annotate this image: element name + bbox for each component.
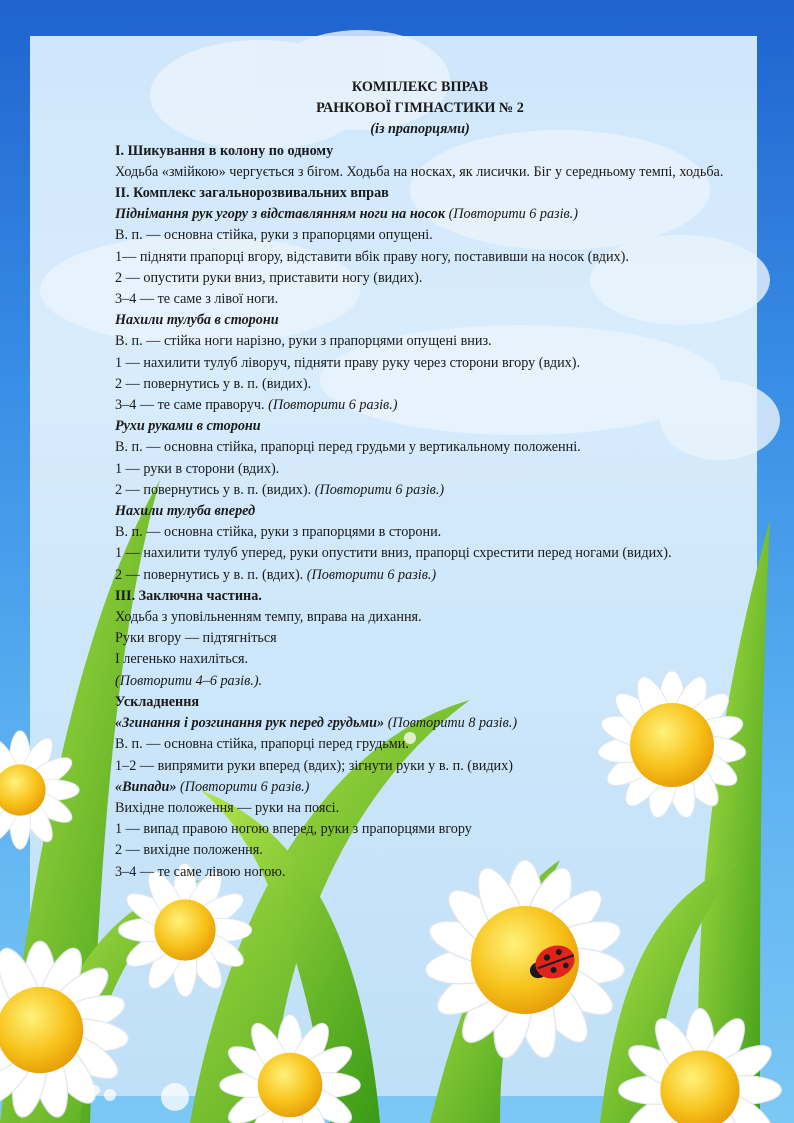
exercise-2-line: 2 — повернутись у в. п. (видих). xyxy=(115,375,312,392)
complication-ex-1-line: 1–2 — випрямити руки вперед (вдих); зігнути руки у в. п. (видих) xyxy=(115,757,513,774)
section-3-line: Ходьба з уповільненням темпу, вправа на дихання. xyxy=(115,609,422,626)
title-line-2: РАНКОВОЇ ГІМНАСТИКИ № 2 xyxy=(316,100,524,117)
subtitle: (із прапорцями) xyxy=(370,121,470,138)
document-body xyxy=(115,77,725,883)
complication-heading: Ускладнення xyxy=(115,693,200,710)
exercise-1-title: Піднімання рук угору з відставлянням ноги на носок xyxy=(115,206,446,223)
complication-ex-2-line: 1 — випад правою ногою вперед, руки з прапорцями вгору xyxy=(115,821,472,838)
exercise-1-repeat: (Повторити 6 разів.) xyxy=(445,206,578,223)
exercise-4-line: В. п. — основна стійка, руки з прапорцями в сторони. xyxy=(115,524,442,541)
exercise-4-last-text: 2 — повернутись у в. п. (вдих). xyxy=(115,566,307,583)
section-3-line: Руки вгору — підтягніться xyxy=(115,630,277,647)
complication-ex-2-title: «Випади» xyxy=(115,778,177,795)
daisy-center xyxy=(424,860,626,1061)
section-1-heading: І. Шикування в колону по одному xyxy=(115,142,334,159)
exercise-1-line: 2 — опустити руки вниз, приставити ногу (видих). xyxy=(115,269,423,286)
section-3-heading: ІІІ. Заключна частина. xyxy=(115,587,262,604)
exercise-2-line: В. п. — стійка ноги нарізно, руки з прапорцями опущені вниз. xyxy=(115,333,492,350)
exercise-4-last-line xyxy=(115,565,725,586)
section-2-heading: ІІ. Комплекс загальнорозвивальних вправ xyxy=(115,185,389,202)
exercise-1-title-line xyxy=(115,204,725,225)
exercise-1-line: В. п. — основна стійка, руки з прапорцями опущені. xyxy=(115,227,433,244)
exercise-2-repeat: (Повторити 6 разів.) xyxy=(268,397,398,414)
exercise-3-title: Рухи руками в сторони xyxy=(115,418,261,435)
complication-ex-2-title-line xyxy=(115,777,725,798)
complication-ex-2-line: Вихідне положення — руки на поясі. xyxy=(115,799,340,816)
complication-ex-1-repeat: (Повторити 8 разів.) xyxy=(384,715,518,732)
exercise-2-last-text: 3–4 — те саме праворуч. xyxy=(115,397,269,414)
complication-ex-1-title-line xyxy=(115,713,725,734)
exercise-4-repeat: (Повторити 6 разів.) xyxy=(306,566,437,583)
exercise-2-title: Нахили тулуба в сторони xyxy=(115,312,279,329)
complication-ex-2-line: 3–4 — те саме лівою ногою. xyxy=(115,863,286,880)
exercise-2-line: 1 — нахилити тулуб ліворуч, підняти праву руку через сторони вгору (вдих). xyxy=(115,354,581,371)
exercise-1-line: 3–4 — те саме з лівої ноги. xyxy=(115,291,279,308)
complication-ex-1-title: «Згинання і розгинання рук перед грудьми» xyxy=(115,715,385,732)
section-3-repeat: (Повторити 4–6 разів.). xyxy=(115,672,263,689)
exercise-4-line: 1 — нахилити тулуб уперед, руки опустити вниз, прапорці схрестити перед ногами (видих). xyxy=(115,545,672,562)
section-3-line: І легенько нахиліться. xyxy=(115,651,249,668)
exercise-3-last-line xyxy=(115,480,725,501)
exercise-1-line: 1— підняти прапорці вгору, відставити вбік праву ногу, поставивши на носок (вдих). xyxy=(115,248,629,265)
exercise-3-line: В. п. — основна стійка, прапорці перед грудьми у вертикальному положенні. xyxy=(115,439,581,456)
exercise-3-repeat: (Повторити 6 разів.) xyxy=(314,481,445,498)
complication-ex-1-line: В. п. — основна стійка, прапорці перед грудьми. xyxy=(115,736,409,753)
exercise-4-title: Нахили тулуба вперед xyxy=(115,503,256,520)
section-1-text: Ходьба «змійкою» чергується з бігом. Ходьба на носках, як лисички. Біг у середньому темпі, ходьба. xyxy=(115,163,724,180)
complication-ex-2-line: 2 — вихідне положення. xyxy=(115,842,263,859)
exercise-3-last-text: 2 — повернутись у в. п. (видих). xyxy=(115,481,315,498)
exercise-3-line: 1 — руки в сторони (вдих). xyxy=(115,460,280,477)
title-line-1: КОМПЛЕКС ВПРАВ xyxy=(351,79,489,95)
exercise-2-last-line xyxy=(115,395,725,416)
complication-ex-2-repeat: (Повторити 6 разів.) xyxy=(176,778,310,795)
